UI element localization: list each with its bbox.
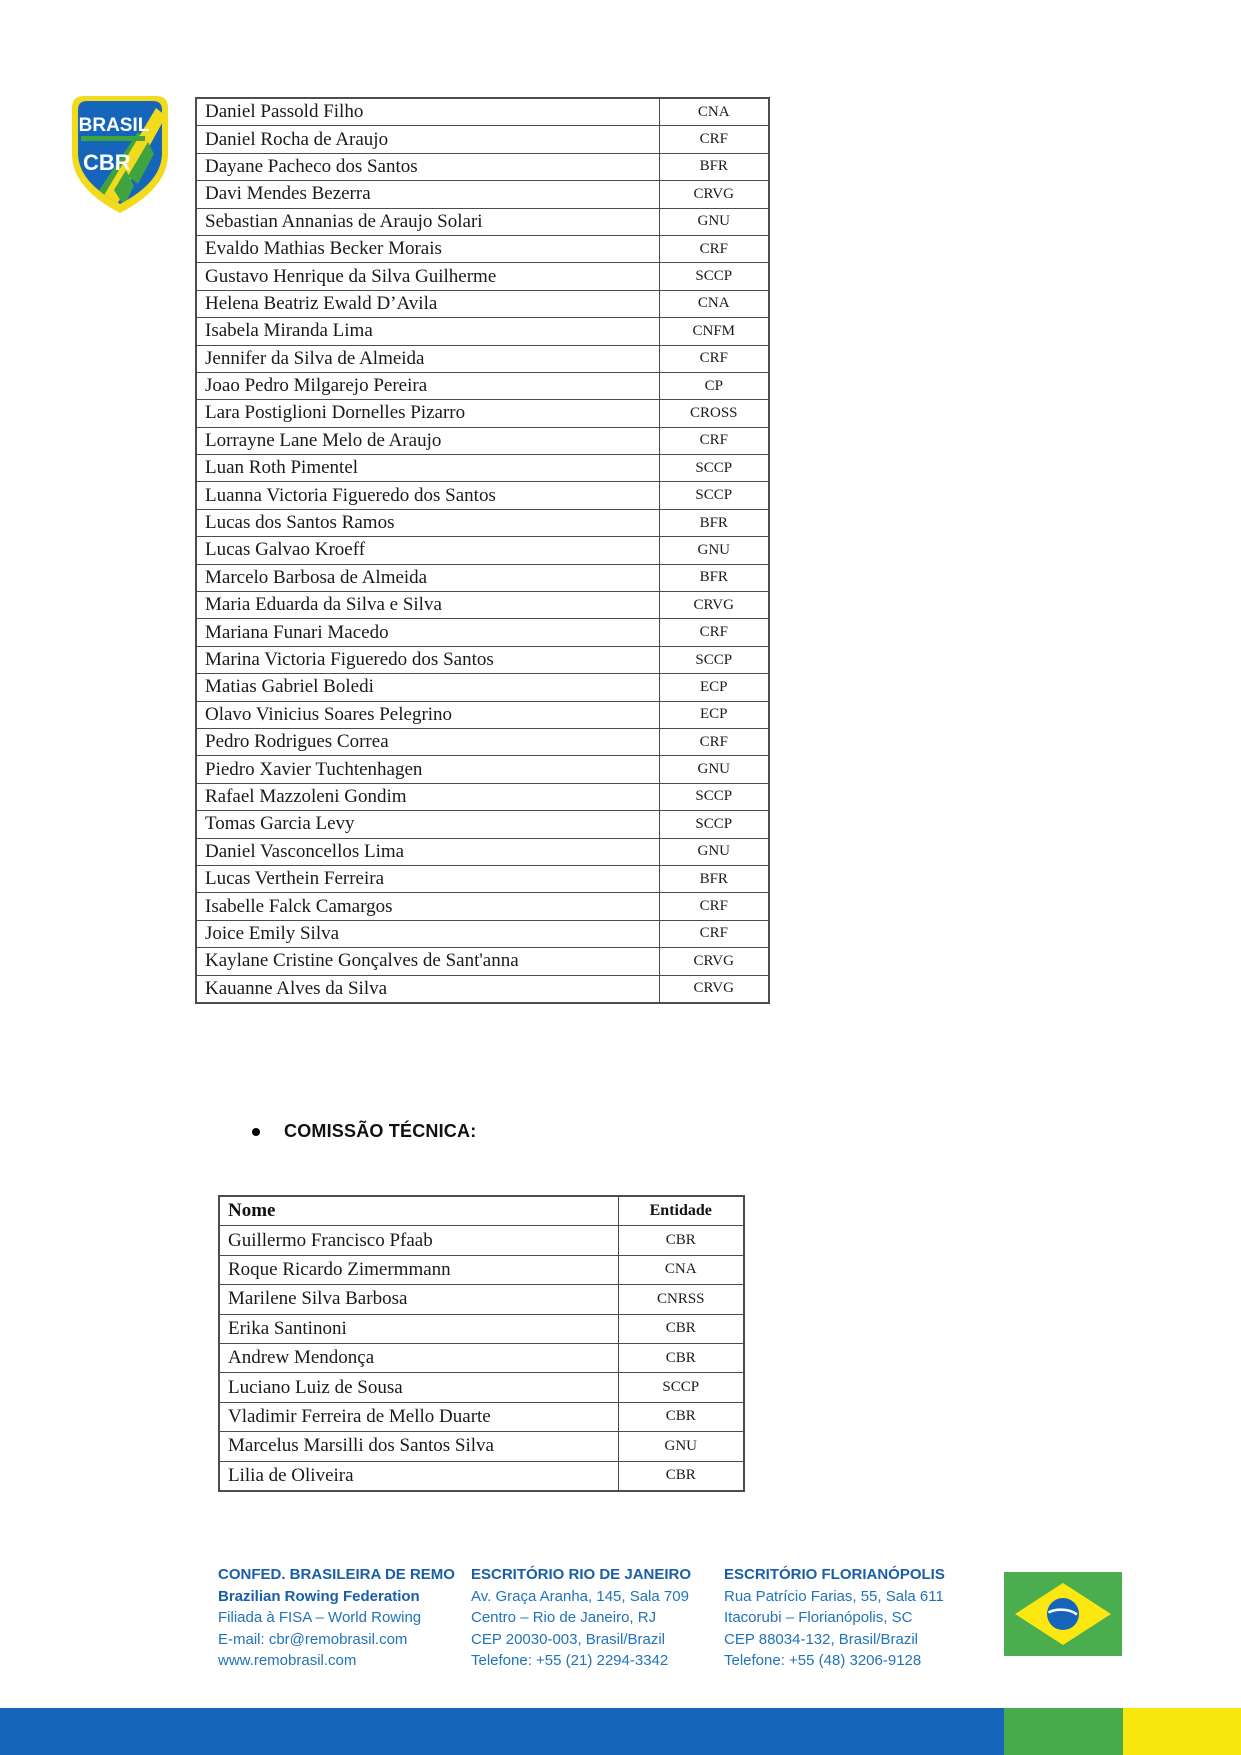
name-cell: Joice Emily Silva	[196, 920, 659, 947]
table-row	[196, 838, 769, 865]
name-cell: Olavo Vinicius Soares Pelegrino	[196, 701, 659, 728]
entity-cell: SCCP	[659, 783, 769, 810]
footer-line: CEP 20030-003, Brasil/Brazil	[471, 1630, 665, 1648]
footer-line: Centro – Rio de Janeiro, RJ	[471, 1609, 657, 1626]
name-cell: Kauanne Alves da Silva	[196, 975, 659, 1003]
name-cell: Luanna Victoria Figueredo dos Santos	[196, 482, 659, 509]
table-row	[219, 1285, 744, 1314]
entity-cell: ECP	[659, 674, 769, 701]
name-cell: Erika Santinoni	[219, 1314, 618, 1343]
table-row	[196, 482, 769, 509]
entity-cell: CNFM	[659, 318, 769, 345]
name-cell: Vladimir Ferreira de Mello Duarte	[219, 1402, 618, 1431]
name-cell: Rafael Mazzoleni Gondim	[196, 783, 659, 810]
entity-cell: CRF	[659, 126, 769, 153]
footer-line: Av. Graça Aranha, 145, Sala 709	[471, 1587, 689, 1605]
name-cell: Kaylane Cristine Gonçalves de Sant'anna	[196, 948, 659, 975]
name-cell: Evaldo Mathias Becker Morais	[196, 235, 659, 262]
table-row	[196, 153, 769, 180]
name-cell: Lilia de Oliveira	[219, 1461, 618, 1491]
table-row	[196, 619, 769, 646]
table-header-row	[219, 1196, 744, 1226]
entity-cell: CBR	[618, 1343, 744, 1372]
name-cell: Lucas dos Santos Ramos	[196, 509, 659, 536]
footer-title-line: ESCRITÓRIO FLORIANÓPOLIS	[724, 1566, 945, 1583]
table-row	[219, 1432, 744, 1461]
name-cell: Tomas Garcia Levy	[196, 811, 659, 838]
footer-line: Telefone: +55 (21) 2294-3342	[471, 1652, 669, 1669]
footer-title-line: Brazilian Rowing Federation	[218, 1587, 420, 1605]
bullet-icon	[252, 1128, 260, 1136]
entity-cell: CRF	[659, 893, 769, 920]
footer-line: CEP 88034-132, Brasil/Brazil	[724, 1630, 918, 1648]
table-row	[196, 427, 769, 454]
logo-title: BRASIL	[78, 115, 150, 136]
entity-cell: GNU	[618, 1432, 744, 1461]
name-cell: Lucas Galvao Kroeff	[196, 537, 659, 564]
entity-cell: BFR	[659, 153, 769, 180]
entity-cell: GNU	[659, 537, 769, 564]
table-row	[219, 1373, 744, 1402]
entity-cell: CRF	[659, 345, 769, 372]
entity-cell: SCCP	[659, 482, 769, 509]
bottom-bar-yellow	[1123, 1708, 1241, 1755]
table-row	[196, 345, 769, 372]
table-row	[196, 263, 769, 290]
entity-cell: SCCP	[659, 263, 769, 290]
table-row	[196, 728, 769, 755]
name-cell: Marina Victoria Figueredo dos Santos	[196, 646, 659, 673]
commission-table	[218, 1195, 745, 1492]
entity-cell: CRF	[659, 920, 769, 947]
entity-cell: SCCP	[618, 1373, 744, 1402]
section-heading-row	[252, 1121, 476, 1142]
table-row	[196, 783, 769, 810]
table-row	[219, 1461, 744, 1491]
logo-divider	[81, 136, 145, 141]
table-row	[196, 509, 769, 536]
entity-cell: CNA	[659, 290, 769, 317]
section-heading: COMISSÃO TÉCNICA:	[284, 1121, 477, 1141]
name-cell: Maria Eduarda da Silva e Silva	[196, 592, 659, 619]
entity-cell: CP	[659, 372, 769, 399]
name-cell: Daniel Rocha de Araujo	[196, 126, 659, 153]
athletes-table	[195, 97, 770, 1004]
entity-cell: SCCP	[659, 811, 769, 838]
table-row	[196, 920, 769, 947]
table-row	[196, 564, 769, 591]
name-cell: Lara Postiglioni Dornelles Pizarro	[196, 400, 659, 427]
entity-cell: CBR	[618, 1314, 744, 1343]
entity-cell: CBR	[618, 1461, 744, 1491]
name-cell: Piedro Xavier Tuchtenhagen	[196, 756, 659, 783]
name-cell: Gustavo Henrique da Silva Guilherme	[196, 263, 659, 290]
footer-line: Filiada à FISA – World Rowing	[218, 1609, 422, 1626]
table-row	[196, 372, 769, 399]
table-row	[196, 975, 769, 1003]
entity-cell: CRVG	[659, 181, 769, 208]
name-cell: Daniel Passold Filho	[196, 98, 659, 126]
table-row	[196, 318, 769, 345]
entity-cell: GNU	[659, 838, 769, 865]
name-cell: Pedro Rodrigues Correa	[196, 728, 659, 755]
entity-cell: CRF	[659, 728, 769, 755]
table-row	[196, 674, 769, 701]
name-cell: Marilene Silva Barbosa	[219, 1285, 618, 1314]
footer-line: Rua Patrício Farias, 55, Sala 611	[724, 1587, 944, 1605]
footer-title-line: ESCRITÓRIO RIO DE JANEIRO	[471, 1566, 692, 1583]
table-row	[196, 865, 769, 892]
bottom-bar-green	[1004, 1708, 1123, 1755]
name-cell: Mariana Funari Macedo	[196, 619, 659, 646]
logo-subtitle: CBR	[83, 150, 131, 175]
entity-cell: CBR	[618, 1402, 744, 1431]
bottom-bar-blue	[0, 1708, 1004, 1755]
entity-cell: CNA	[618, 1255, 744, 1284]
table-row	[196, 701, 769, 728]
entity-cell: SCCP	[659, 646, 769, 673]
table-row	[219, 1255, 744, 1284]
footer-column-3	[724, 1564, 969, 1672]
table-row	[196, 537, 769, 564]
footer-column-1	[218, 1564, 463, 1672]
table-row	[196, 235, 769, 262]
entity-cell: CRF	[659, 619, 769, 646]
table-row	[219, 1343, 744, 1372]
footer-line: Telefone: +55 (48) 3206-9128	[724, 1652, 922, 1669]
footer-line: E-mail: cbr@remobrasil.com	[218, 1630, 408, 1648]
name-cell: Lorrayne Lane Melo de Araujo	[196, 427, 659, 454]
entity-cell: CRVG	[659, 592, 769, 619]
name-cell: Isabelle Falck Camargos	[196, 893, 659, 920]
table-row	[196, 455, 769, 482]
footer-column-2	[471, 1564, 716, 1672]
name-cell: Marcelus Marsilli dos Santos Silva	[219, 1432, 618, 1461]
column-header-entidade: Entidade	[618, 1196, 744, 1226]
name-cell: Roque Ricardo Zimermmann	[219, 1255, 618, 1284]
name-cell: Joao Pedro Milgarejo Pereira	[196, 372, 659, 399]
cbr-logo-icon	[68, 92, 172, 216]
table-row	[219, 1314, 744, 1343]
entity-cell: CBR	[618, 1226, 744, 1255]
entity-cell: GNU	[659, 756, 769, 783]
table-row	[196, 893, 769, 920]
name-cell: Matias Gabriel Boledi	[196, 674, 659, 701]
entity-cell: BFR	[659, 564, 769, 591]
table-row	[196, 400, 769, 427]
name-cell: Luciano Luiz de Sousa	[219, 1373, 618, 1402]
table-row	[196, 98, 769, 126]
name-cell: Daniel Vasconcellos Lima	[196, 838, 659, 865]
table-row	[196, 126, 769, 153]
table-row	[196, 948, 769, 975]
name-cell: Luan Roth Pimentel	[196, 455, 659, 482]
table-row	[196, 290, 769, 317]
entity-cell: CNRSS	[618, 1285, 744, 1314]
entity-cell: CNA	[659, 98, 769, 126]
name-cell: Dayane Pacheco dos Santos	[196, 153, 659, 180]
entity-cell: GNU	[659, 208, 769, 235]
entity-cell: SCCP	[659, 455, 769, 482]
table-row	[196, 756, 769, 783]
name-cell: Jennifer da Silva de Almeida	[196, 345, 659, 372]
table-row	[196, 646, 769, 673]
column-header-nome: Nome	[219, 1196, 618, 1226]
entity-cell: CRF	[659, 235, 769, 262]
athletes-table-body	[196, 98, 769, 1003]
footer-title-line: CONFED. BRASILEIRA DE REMO	[218, 1566, 455, 1583]
brazil-flag-icon	[1004, 1572, 1122, 1656]
name-cell: Sebastian Annanias de Araujo Solari	[196, 208, 659, 235]
entity-cell: CRVG	[659, 975, 769, 1003]
entity-cell: CRVG	[659, 948, 769, 975]
entity-cell: CROSS	[659, 400, 769, 427]
entity-cell: BFR	[659, 865, 769, 892]
name-cell: Helena Beatriz Ewald D’Avila	[196, 290, 659, 317]
table-row	[219, 1226, 744, 1255]
name-cell: Guillermo Francisco Pfaab	[219, 1226, 618, 1255]
commission-table-body	[219, 1226, 744, 1491]
table-row	[219, 1402, 744, 1431]
entity-cell: CRF	[659, 427, 769, 454]
name-cell: Isabela Miranda Lima	[196, 318, 659, 345]
table-row	[196, 592, 769, 619]
table-row	[196, 208, 769, 235]
name-cell: Andrew Mendonça	[219, 1343, 618, 1372]
table-row	[196, 181, 769, 208]
entity-cell: BFR	[659, 509, 769, 536]
entity-cell: ECP	[659, 701, 769, 728]
table-row	[196, 811, 769, 838]
footer-line: Itacorubi – Florianópolis, SC	[724, 1609, 913, 1626]
name-cell: Davi Mendes Bezerra	[196, 181, 659, 208]
name-cell: Marcelo Barbosa de Almeida	[196, 564, 659, 591]
name-cell: Lucas Verthein Ferreira	[196, 865, 659, 892]
footer-line: www.remobrasil.com	[218, 1652, 357, 1669]
